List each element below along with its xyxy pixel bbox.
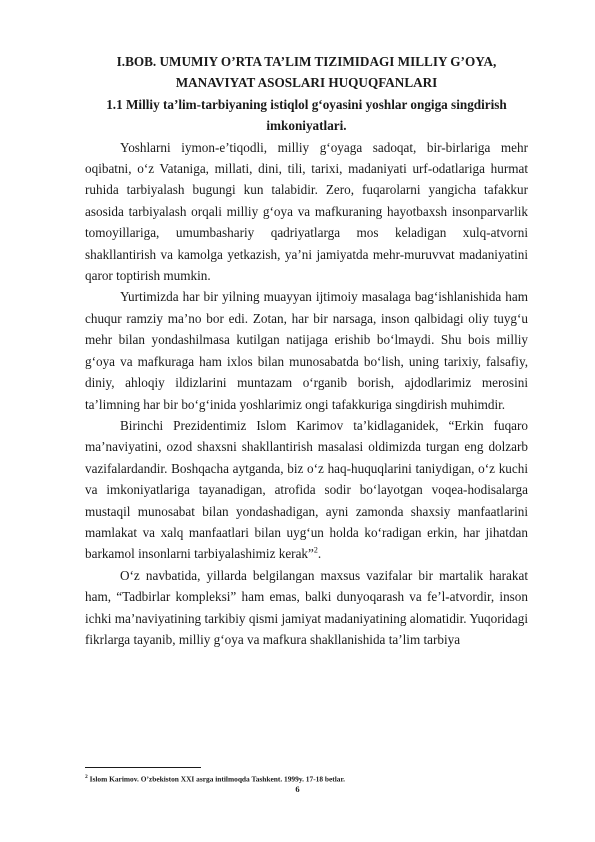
body-paragraph-quote — [85, 415, 528, 565]
footnote — [85, 772, 528, 784]
page-number: 6 — [295, 784, 300, 794]
body-paragraph: Yurtimizda har bir yilning muayyan ijtimoiy masalaga bag‘ishlanishida ham chuqur ramziy ma’no bor edi. Zotan, har bir narsaga, inson qalbidagi oliy tuyg‘u mehr bilan yondashilmasa kutilgan natijaga erishib bo‘lmaydi. Shu bois milliy g‘oya va mafkuraga ham ixlos bilan munosabatda bo‘lish, uning tarixiy, falsafiy, diniy, ahloqiy ildizlarini muntazam o‘rganib borish, ajdodlarimiz merosini ta’limning har bir bo‘g‘inida yoshlarimiz ongi tafakkuriga singdirish muhimdir. — [85, 289, 528, 412]
footnote-reference[interactable]: 2 — [313, 545, 318, 555]
chapter-heading-line2: MANAVIYAT ASOSLARI HUQUQFANLARI — [175, 75, 438, 91]
section-heading — [85, 94, 528, 137]
paragraph-text: Birinchi Prezidentimiz Islom Karimov ta’kidlaganidek, “Erkin fuqaro ma’naviyatini, ozod shaxsni shakllantirish masalasi oldimizda turgan eng dolzarb vazifalardandir. Boshqacha aytganda, biz o‘z haq-huquqlarini taniydigan, o‘z kuchi va imkoniyatlariga tayanadigan, atrofida sodir bo‘layotgan voqea-hodisalarga mustaqil munosabat bilan yondashadigan, ayni zamonda shaxsiy manfaatlarini mamlakat va xalq manfaatlari bilan uyg‘un holda ko‘radigan erkin, har jihatdan barkamol insonlarni tarbiyalashimiz kerak” — [85, 417, 528, 562]
section-heading-line2: imkoniyatlari. — [266, 118, 347, 134]
footnote-divider — [85, 767, 201, 768]
footnote-text: Islom Karimov. O’zbekiston XXI asrga intilmoqda Tashkent. 1999y. 17-18 betlar. — [87, 774, 345, 784]
section-heading-line1: 1.1 Milliy ta’lim-tarbiyaning istiqlol g‘oyasini yoshlar ongiga singdirish — [106, 96, 507, 112]
body-paragraph: O‘z navbatida, yillarda belgilangan maxsus vazifalar bir martalik harakat ham, “Tadbirlar kompleksi” ham emas, balki dunyoqarash va fe’l-atvordir, inson ichki ma’naviyatining tarkibiy qismi jamiyat madaniyatining alomatidir. Yuqoridagi fikrlarga tayanib, milliy g‘oya va mafkura shakllanishida ta’lim tarbiya — [85, 567, 528, 647]
body-paragraph: Yoshlarni iymon-e’tiqodli, milliy g‘oyaga sadoqat, bir-birlariga mehr oqibatni, o‘z Vataniga, millati, dini, tili, tarixi, madaniyati urf-odatlariga hurmat ruhida tarbiyalash bugungi kun talabidir. Zero, fuqarolarni yangicha tafakkur asosida tarbiyalash orqali milliy g‘oya va mafkuraning hayotbaxsh insonparvarlik tomoyillariga, umumbashariy qadriyatlarga mos keladigan xulq-atvorni shakllantirish va kamolga yetkazish, ya’ni jamiyatda mehr-muruvvat madaniyatini qaror toptirish mumkin. — [85, 139, 528, 284]
paragraph-tail: . — [317, 546, 322, 562]
chapter-heading-line1: I.BOB. UMUMIY O’RTA TA’LIM TIZIMIDAGI MILLIY G’OYA, — [116, 54, 497, 69]
footnote-marker: 2 — [85, 774, 88, 780]
chapter-heading — [85, 51, 528, 94]
main-content — [85, 51, 528, 650]
